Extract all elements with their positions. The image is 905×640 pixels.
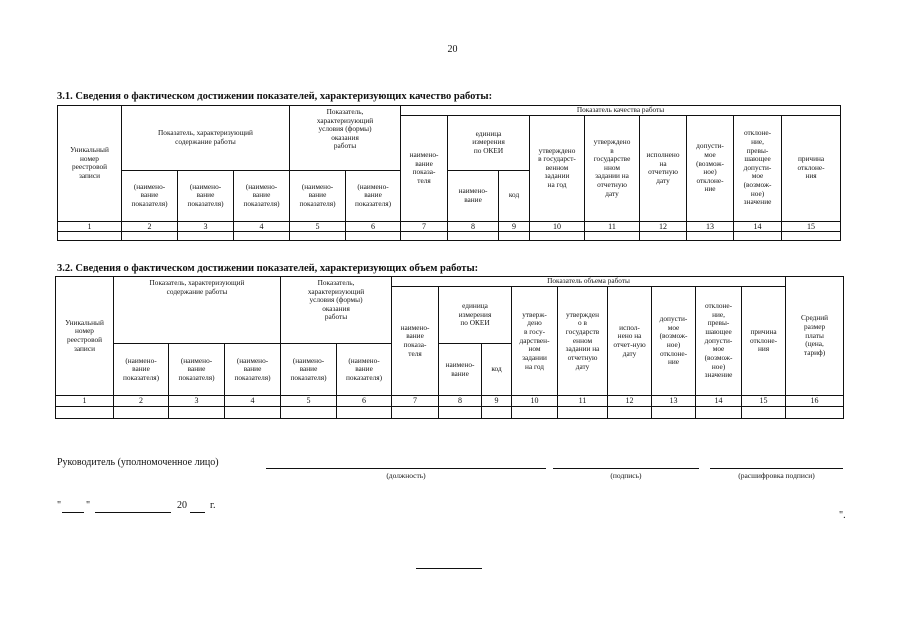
header-indicator-name: наимено- вание показа- теля [401, 115, 448, 221]
column-number: 11 [558, 396, 608, 407]
column-number: 1 [58, 221, 122, 231]
quality-table [57, 105, 841, 241]
subheader-indicator-name: (наимено- вание показателя) [346, 170, 401, 221]
subheader-indicator-name: (наимено- вание показателя) [122, 170, 178, 221]
header-approved-year: утверждено в государст- венном задании на год [530, 115, 585, 221]
subheader-indicator-name: (наимено- вание показателя) [337, 344, 392, 396]
header-content-indicator: Показатель, характеризующий содержание работы [114, 277, 281, 344]
column-number: 14 [734, 221, 782, 231]
column-number: 3 [169, 396, 225, 407]
header-quality-group: Показатель качества работы [401, 106, 841, 116]
column-number: 11 [585, 221, 640, 231]
page-number: 20 [447, 44, 458, 55]
footnote-separator [416, 568, 482, 569]
column-number: 4 [225, 396, 281, 407]
date-month-field[interactable] [95, 512, 171, 513]
subheader-indicator-name: (наимено- вание показателя) [114, 344, 169, 396]
header-conditions-indicator: Показатель, характеризующий условия (формы) оказания работы [281, 277, 392, 344]
subheader-indicator-name: (наимено- вание показателя) [178, 170, 234, 221]
section-title-quality: 3.1. Сведения о фактическом достижении показателей, характеризующих качество работы: [57, 91, 493, 102]
table-row [58, 232, 841, 241]
column-number: 13 [687, 221, 734, 231]
header-done: исполнено на отчетную дату [640, 115, 687, 221]
column-number: 4 [234, 221, 290, 231]
column-number: 10 [512, 396, 558, 407]
header-allowed-deviation: допусти- мое (возмож- ное) отклоне- ние [687, 115, 734, 221]
header-deviation-reason: причина отклоне- ния [742, 287, 786, 396]
column-number: 9 [499, 221, 530, 231]
date-year-field[interactable] [190, 512, 205, 513]
column-number: 3 [178, 221, 234, 231]
column-number: 6 [337, 396, 392, 407]
column-number: 8 [448, 221, 499, 231]
column-number: 5 [290, 221, 346, 231]
header-done: испол- нено на отчет-ную дату [608, 287, 652, 396]
closing-quote-mark: ". [839, 510, 846, 521]
table-row [56, 407, 844, 419]
date-year-prefix: 20 [177, 500, 187, 511]
signature-line[interactable] [553, 468, 699, 469]
header-deviation-reason: причина отклоне- ния [782, 115, 841, 221]
column-number: 6 [346, 221, 401, 231]
subheader-unit-name: наимено- вание [439, 344, 482, 396]
header-unique-number: Уникальный номер реестровой записи [58, 106, 122, 222]
volume-table [55, 276, 844, 419]
section-title-volume: 3.2. Сведения о фактическом достижении показателей, характеризующих объем работы: [57, 263, 479, 274]
column-number: 15 [742, 396, 786, 407]
header-unique-number: Уникальный номер реестровой записи [56, 277, 114, 396]
position-caption: (должность) [386, 471, 426, 480]
column-number: 16 [786, 396, 844, 407]
header-approved-date: утверждено в государстве нном задании на отчетную дату [585, 115, 640, 221]
date-quote-open: " [57, 500, 62, 511]
column-number: 2 [122, 221, 178, 231]
date-quote-close: " [86, 500, 91, 511]
subheader-unit-name: наимено- вание [448, 170, 499, 221]
column-number: 1 [56, 396, 114, 407]
date-day-field[interactable] [62, 512, 84, 513]
column-number: 5 [281, 396, 337, 407]
subheader-indicator-name: (наимено- вание показателя) [225, 344, 281, 396]
header-content-indicator: Показатель, характеризующий содержание работы [122, 106, 290, 171]
column-number-row [56, 396, 844, 407]
column-number: 9 [482, 396, 512, 407]
subheader-indicator-name: (наимено- вание показателя) [281, 344, 337, 396]
header-average-price: Средний размер платы (цена, тариф) [786, 277, 844, 396]
header-conditions-indicator: Показатель, характеризующий условия (формы) оказания работы [290, 106, 401, 171]
column-number: 12 [608, 396, 652, 407]
subheader-indicator-name: (наимено- вание показателя) [234, 170, 290, 221]
header-exceeding-deviation: отклоне- ние, превы- шающее допусти- мое (возмож- ное) значение [734, 115, 782, 221]
header-volume-group: Показатель объема работы [392, 277, 786, 287]
subheader-indicator-name: (наимено- вание показателя) [290, 170, 346, 221]
column-number: 2 [114, 396, 169, 407]
date-year-suffix: г. [210, 500, 216, 511]
header-allowed-deviation: допусти- мое (возмож- ное) отклоне- ние [652, 287, 696, 396]
column-number: 7 [392, 396, 439, 407]
header-unit-okei: единица измерения по ОКЕИ [448, 115, 530, 170]
column-number: 10 [530, 221, 585, 231]
column-number: 15 [782, 221, 841, 231]
header-approved-date: утвержден о в государств енном задании на отчетную дату [558, 287, 608, 396]
header-unit-okei: единица измерения по ОКЕИ [439, 287, 512, 344]
column-number: 8 [439, 396, 482, 407]
signature-decode-line[interactable] [710, 468, 843, 469]
column-number-row [58, 221, 841, 231]
subheader-indicator-name: (наимено- вание показателя) [169, 344, 225, 396]
header-exceeding-deviation: отклоне- ние, превы- шающее допусти- мое (возмож- ное) значение [696, 287, 742, 396]
position-line[interactable] [266, 468, 546, 469]
column-number: 13 [652, 396, 696, 407]
head-official-label: Руководитель (уполномоченное лицо) [57, 457, 219, 468]
signature-caption: (подпись) [610, 471, 642, 480]
header-approved-year: утверж- дено в госу- дарствен- ном задании на год [512, 287, 558, 396]
subheader-unit-code: код [482, 344, 512, 396]
column-number: 12 [640, 221, 687, 231]
subheader-unit-code: код [499, 170, 530, 221]
signature-decode-caption: (расшифровка подписи) [738, 471, 815, 480]
column-number: 14 [696, 396, 742, 407]
column-number: 7 [401, 221, 448, 231]
header-indicator-name: наимено- вание показа- теля [392, 287, 439, 396]
